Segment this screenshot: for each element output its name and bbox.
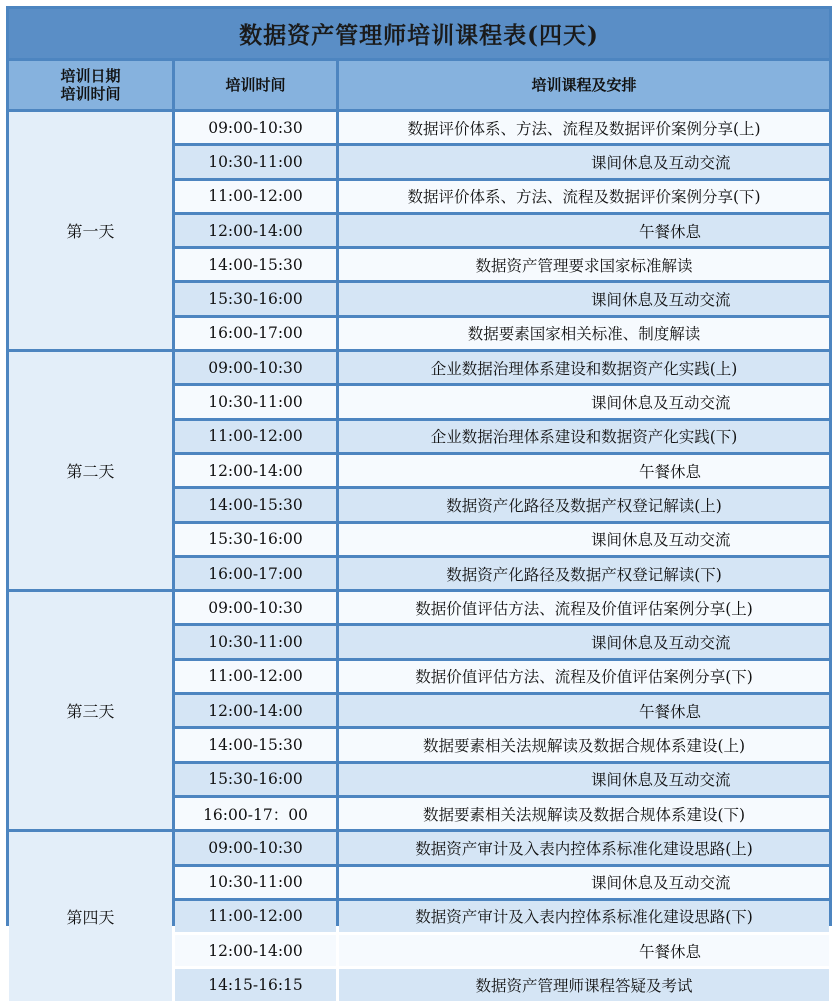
header-course: 培训课程及安排 xyxy=(339,61,829,109)
session-course: 数据要素相关法规解读及数据合规体系建设(下) xyxy=(339,798,829,829)
session-course: 数据评价体系、方法、流程及数据评价案例分享(下) xyxy=(339,181,829,212)
session-time: 14:00-15:30 xyxy=(175,249,336,280)
session-time: 10:30-11:00 xyxy=(175,867,336,898)
session-time: 14:00-15:30 xyxy=(175,489,336,520)
session-course: 数据价值评估方法、流程及价值评估案例分享(上) xyxy=(339,592,829,623)
session-break: 午餐休息 xyxy=(339,935,829,966)
header-time: 培训时间 xyxy=(175,61,336,109)
schedule-table xyxy=(6,6,832,996)
schedule-grid xyxy=(9,61,829,996)
session-time: 09:00-10:30 xyxy=(175,592,336,623)
header-date-line1: 培训日期 xyxy=(60,67,121,85)
session-time: 11:00-12:00 xyxy=(175,661,336,692)
session-course: 数据资产管理要求国家标准解读 xyxy=(339,249,829,280)
header-date xyxy=(9,61,172,109)
session-time: 15:30-16:00 xyxy=(175,283,336,314)
session-time: 11:00-12:00 xyxy=(175,421,336,452)
session-course: 数据资产审计及入表内控体系标准化建设思路(上) xyxy=(339,832,829,863)
session-time: 10:30-11:00 xyxy=(175,386,336,417)
session-course: 数据资产管理师课程答疑及考试 xyxy=(339,969,829,1000)
day-label: 第四天 xyxy=(9,832,172,1000)
session-course: 数据资产化路径及数据产权登记解读(下) xyxy=(339,558,829,589)
session-course: 数据资产审计及入表内控体系标准化建设思路(下) xyxy=(339,901,829,932)
session-course: 数据要素相关法规解读及数据合规体系建设(上) xyxy=(339,729,829,760)
session-time: 16:00-17:00 xyxy=(175,558,336,589)
table-title: 数据资产管理师培训课程表(四天) xyxy=(9,9,829,61)
session-course: 数据资产化路径及数据产权登记解读(上) xyxy=(339,489,829,520)
session-time: 15:30-16:00 xyxy=(175,764,336,795)
session-time: 12:00-14:00 xyxy=(175,935,336,966)
session-break: 午餐休息 xyxy=(339,695,829,726)
session-course: 数据评价体系、方法、流程及数据评价案例分享(上) xyxy=(339,112,829,143)
session-break: 课间休息及互动交流 xyxy=(339,867,829,898)
session-course: 数据价值评估方法、流程及价值评估案例分享(下) xyxy=(339,661,829,692)
session-break: 课间休息及互动交流 xyxy=(339,524,829,555)
session-time: 11:00-12:00 xyxy=(175,901,336,932)
session-break: 午餐休息 xyxy=(339,455,829,486)
session-time: 09:00-10:30 xyxy=(175,352,336,383)
header-date-label xyxy=(60,67,120,103)
day-label: 第三天 xyxy=(9,592,172,829)
session-break: 课间休息及互动交流 xyxy=(339,283,829,314)
session-time: 12:00-14:00 xyxy=(175,695,336,726)
day-label: 第二天 xyxy=(9,352,172,589)
session-time: 14:00-15:30 xyxy=(175,729,336,760)
session-course: 数据要素国家相关标准、制度解读 xyxy=(339,318,829,349)
session-time: 10:30-11:00 xyxy=(175,146,336,177)
header-date-line2: 培训时间 xyxy=(60,85,121,103)
session-break: 课间休息及互动交流 xyxy=(339,386,829,417)
session-time: 09:00-10:30 xyxy=(175,832,336,863)
session-time: 14:15-16:15 xyxy=(175,969,336,1000)
session-break: 课间休息及互动交流 xyxy=(339,146,829,177)
session-course: 企业数据治理体系建设和数据资产化实践(上) xyxy=(339,352,829,383)
session-time: 16:00-17:00 xyxy=(175,318,336,349)
session-time: 16:00-17：00 xyxy=(175,798,336,829)
session-time: 11:00-12:00 xyxy=(175,181,336,212)
session-time: 09:00-10:30 xyxy=(175,112,336,143)
day-label: 第一天 xyxy=(9,112,172,349)
session-time: 15:30-16:00 xyxy=(175,524,336,555)
session-break: 课间休息及互动交流 xyxy=(339,626,829,657)
session-time: 10:30-11:00 xyxy=(175,626,336,657)
session-course: 企业数据治理体系建设和数据资产化实践(下) xyxy=(339,421,829,452)
session-time: 12:00-14:00 xyxy=(175,215,336,246)
session-break: 课间休息及互动交流 xyxy=(339,764,829,795)
session-time: 12:00-14:00 xyxy=(175,455,336,486)
session-break: 午餐休息 xyxy=(339,215,829,246)
